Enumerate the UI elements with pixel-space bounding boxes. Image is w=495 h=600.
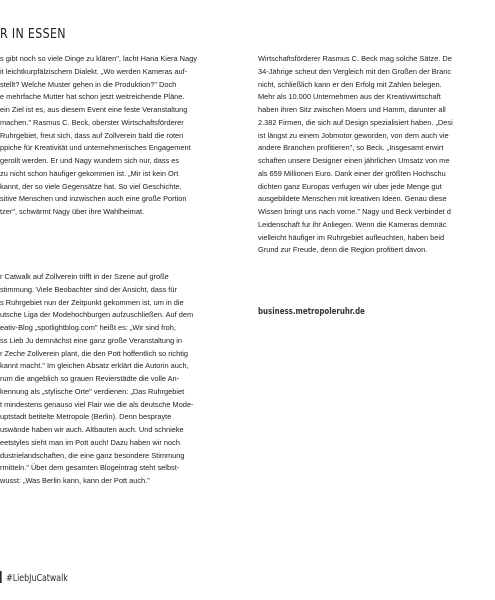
text-line: nicht, schließlich kann er den Erfolg mit Zahlen belegen. <box>258 79 442 89</box>
text-line: vielleicht häufiger im Ruhrgebiet aufleuchten, haben beid <box>258 232 445 242</box>
text-line: r Catwalk auf Zollverein trifft in der Szene auf große <box>0 272 169 281</box>
text-line: tzer", schwärmt Nagy über ihre Wahlheimat. <box>0 207 145 216</box>
website-link[interactable]: business.metropoleruhr.de <box>258 307 365 317</box>
hashtag-text: #LiebJuCatwalk <box>6 573 68 584</box>
left-column-top <box>0 53 240 219</box>
text-line: gerollt werden. Er und Nagy wundern sich nur, dass es <box>0 156 180 165</box>
text-line: wusst: „Was Berlin kann, kann der Pott auch." <box>0 476 150 485</box>
text-line: Mehr als 10.000 Unternehmen aus der Kreativwirtschaft <box>258 92 441 102</box>
text-line: s gibt noch so viele Dinge zu klären", lacht Hana Kiera Nagy <box>0 54 197 63</box>
text-line: stimmung. Viele Beobachter sind der Ansicht, dass für <box>0 284 177 294</box>
text-line: e mehrfache Mutter hat schon jetzt weitreichende Pläne. <box>0 92 185 102</box>
text-line: eetstyles sieht man im Pott auch! Dazu haben wir noch <box>0 437 180 447</box>
divider-bar <box>0 571 1 583</box>
text-line: machen." Rasmus C. Beck, oberster Wirtschaftsförderer <box>0 117 184 127</box>
text-line: utsche Liga der Modehochburgen aufzuschließen. Auf dem <box>0 310 194 320</box>
article-heading: R IN ESSEN <box>0 26 66 42</box>
text-line: Leidenschaft fur ihr Anliegen. Wenn die Kameras demnäc <box>258 219 447 229</box>
text-line: als 659 Millionen Euro. Dank einer der größten Hochschu <box>258 168 446 178</box>
text-line: schaften unsere Designer einen jährlichen Umsatz von me <box>258 156 450 165</box>
text-line: it leichtkurpfälzischem Dialekt. „Wo werden Kameras auf- <box>0 66 188 76</box>
text-line: s Ruhrgebiet nun der Zeitpunkt gekommen ist, um in die <box>0 297 184 307</box>
text-line: Wirtschaftsförderer Rasmus C. Beck mag solche Sätze. De <box>258 54 452 63</box>
text-line: dichten ganz Europas verfugen wir uber jede Menge gut <box>258 181 442 191</box>
text-line: stellt? Welche Muster gehen in die Produktion?" Doch <box>0 79 177 89</box>
text-line: eativ-Blog „spotlightblog.com" heißt es: „Wir sind froh, <box>0 323 176 332</box>
text-line: r Zeche Zollverein plant, die den Pott hoffentlich so richtig <box>0 348 189 358</box>
text-line: zu nicht schon häufiger gekommen ist. „Mir ist kein Ort <box>0 168 179 178</box>
text-line: kannt, der so viele Gegensätze hat. So viel Geschichte, <box>0 181 182 191</box>
text-line: dustrielandschaften, die eine ganz besondere Stimmung <box>0 450 185 460</box>
text-line: haben ihren Sitz zwischen Moers und Hamm, darunter all <box>258 105 446 114</box>
text-line: rmitteln." Über dem gesamten Blogeintrag steht selbst- <box>0 463 180 473</box>
left-column-bottom <box>0 271 240 488</box>
text-line: rum die angeblich so grauen Revierstädte die volle An- <box>0 374 180 383</box>
text-line: ist längst zu einem Jobmotor geworden, von dem auch vie <box>258 130 449 140</box>
text-line: ein Ziel ist es, aus diesem Event eine feste Veranstaltung <box>0 105 188 114</box>
text-line: ss Lieb Ju demnächst eine ganz große Veranstaltung in <box>0 335 183 345</box>
text-line: Grund zur Freude, denn die Region profitiert davon. <box>258 245 428 255</box>
hashtag-footer <box>0 571 98 584</box>
text-line: Ruhrgebiet, freut sich, dass auf Zollverein bald die roten <box>0 130 184 140</box>
text-line: uptstadt betitelte Metropole (Berlin). Denn besprayte <box>0 412 172 422</box>
text-line: andere Branchen profitieren", so Beck. „Insgesamt erwirt <box>258 143 444 153</box>
right-column <box>258 53 495 257</box>
text-line: kannt macht." Im gleichen Absatz erklärt die Autorin auch, <box>0 361 189 371</box>
text-line: Wissen bringt uns nach vorne." Nagy und Beck verbindet d <box>258 207 451 216</box>
text-line: ausgebildete Menschen mit kreativen Ideen. Genau diese <box>258 194 447 204</box>
text-line: 2.382 Firmen, die sich auf Design spezialisiert haben. „Desi <box>258 117 453 127</box>
text-line: 34-Jährige scheut den Vergleich mit den Großen der Branc <box>258 66 452 76</box>
text-line: sitive Menschen und inzwischen auch eine große Portion <box>0 194 187 204</box>
text-line: uswände haben wir auch. Altbauten auch. Und schnieke <box>0 425 184 434</box>
text-line: kennung als „stylische Orte" verdienen: „Das Ruhrgebiet <box>0 386 185 396</box>
text-line: ppiche für Kreativität und unternehmerisches Engagement <box>0 143 191 153</box>
text-line: t mindestens genauso viel Flair wie die als deutsche Mode- <box>0 399 194 409</box>
